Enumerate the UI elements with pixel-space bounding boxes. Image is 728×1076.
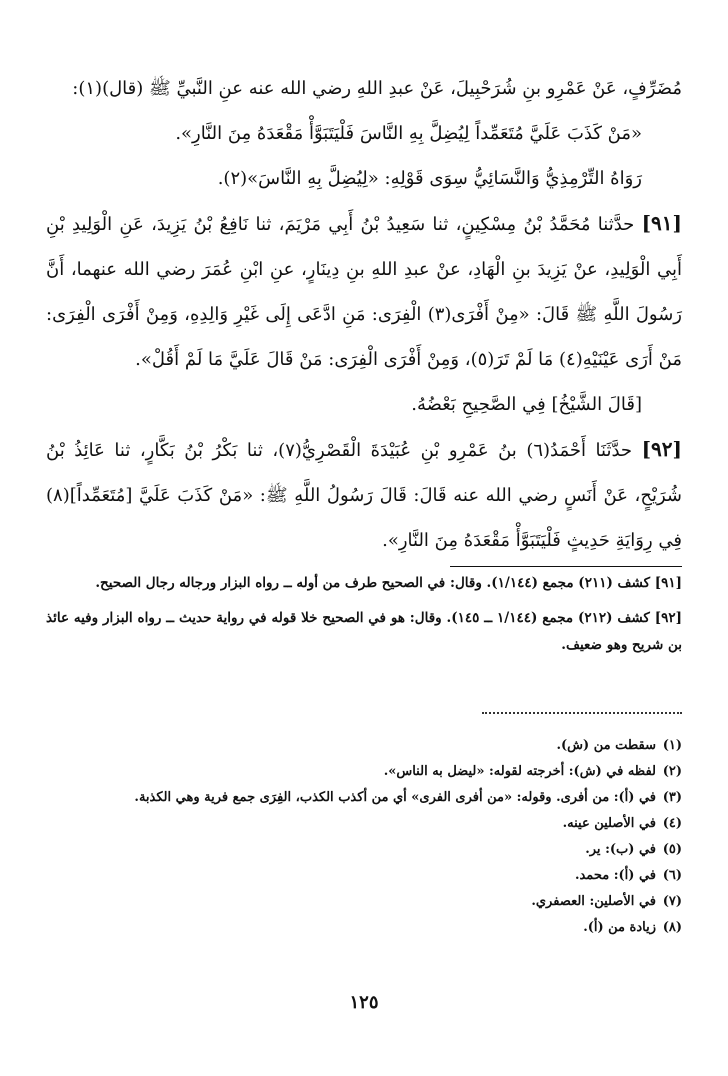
- footnote-text: في الأصلين عينه.: [562, 816, 656, 831]
- book-page: [46, 0, 682, 1076]
- main-text: [46, 66, 682, 563]
- footnote-number: (٢): [662, 764, 682, 779]
- source-ref: [٩٢] كشف (٢١٢) مجمع (١/١٤٤ ــ ١٤٥). وقال: هو في الصحيح خلا قوله في رواية حديث ــ رواه البزار وفيه عائذ بن شريح وهو ضعيف.: [46, 610, 682, 653]
- footnote: [46, 890, 682, 914]
- footnote: [46, 916, 682, 940]
- dotted-divider: [482, 712, 682, 714]
- text-line: مُضَرِّفٍ، عَنْ عَمْرِو بنِ شُرَحْبِيلَ، عَنْ عبدِ اللهِ رضي الله عنه عنِ النَّبيِّ ﷺ (قال)(١):: [72, 78, 682, 99]
- footnote-number: (١): [662, 738, 682, 753]
- text-line: «مَنْ كَذَبَ عَلَيَّ مُتَعَمِّداً لِيُضِلَّ بِهِ النَّاسَ فَلْيَتَبَوَّأْ مَقْعَدَهُ مِنَ النَّارِ».: [175, 123, 642, 144]
- footnote-text: في الأصلين: العصفري.: [531, 894, 656, 909]
- section-divider: [450, 566, 682, 567]
- footnote-text: في (أ): من أفرى. وقوله: «من أفرى الفرى» أي من أكذب الكذب، الفِرَى جمع فرية وهي الكذبة.: [134, 790, 656, 805]
- narration-note: رَوَاهُ التِّرْمِذِيُّ وَالنَّسَائِيُّ سِوَى قَوْلِهِ: «لِيُضِلَّ بِهِ النَّاسَ»(٢).: [217, 168, 642, 189]
- footnote-number: (٥): [662, 842, 682, 857]
- footnote-text: زيادة من (أ).: [583, 920, 656, 935]
- footnote: [46, 864, 682, 888]
- hadith-92: [46, 427, 682, 563]
- footnote: [46, 812, 682, 836]
- source-references: [46, 570, 682, 667]
- footnote: [46, 838, 682, 862]
- page-number: ١٢٥: [349, 992, 379, 1013]
- footnote: [46, 760, 682, 784]
- footnote-text: لفظه في (ش): أخرجته لقوله: «ليضل به الناس».: [383, 764, 656, 779]
- footnote-text: في (ب): ير.: [585, 842, 656, 857]
- hadith-number: [٩٢]: [641, 437, 682, 461]
- footnote-number: (٧): [662, 894, 682, 909]
- hadith-text: حدَّثنا مُحَمَّدُ بْنُ مِسْكِينٍ، ثنا سَعِيدُ بْنُ أَبِي مَرْيَمَ، ثنا نَافِعُ بْنُ يَزِيدَ، عَنِ الْوَلِيدِ بْنِ أَبِي الْوَلِيدِ، عنْ يَزِيدَ بنِ الْهَادِ، عنْ عبدِ اللهِ بنِ دِينَارٍ، عنِ ابْنِ عُمَرَ رضي الله عنهما، أَنَّ رَسُولَ اللَّهِ ﷺ قَالَ: «مِنْ أَفْرَى(٣) الْفِرَى: مَنِ ادَّعَى إِلَى غَيْرِ وَالِدِهِ، وَمِنْ أَفْرَى الْفِرَى: مَنْ أَرَى عَيْنَيْهِ(٤) مَا لَمْ تَرَ(٥)، وَمِنْ أَفْرَى الْفِرَى: مَنْ قَالَ عَلَيَّ مَا لَمْ أَقُلْ».: [46, 214, 682, 370]
- footnote-number: (٣): [662, 790, 682, 805]
- footnotes: [46, 734, 682, 942]
- source-ref: [٩١] كشف (٢١١) مجمع (١/١٤٤). وقال: في الصحيح طرف من أوله ــ رواه البزار ورجاله رجال الصحيح.: [95, 575, 682, 591]
- sheikh-note: [قَالَ الشَّيْخُ] فِي الصَّحِيحِ بَعْضُهُ.: [411, 394, 642, 415]
- footnote: [46, 786, 682, 810]
- footnote-number: (٨): [662, 920, 682, 935]
- hadith-number: [٩١]: [641, 211, 682, 235]
- footnote-number: (٤): [662, 816, 682, 831]
- hadith-91: [46, 201, 682, 382]
- footnote-text: في (أ): محمد.: [574, 868, 656, 883]
- footnote-text: سقطت من (ش).: [556, 738, 656, 753]
- footnote-number: (٦): [662, 868, 682, 883]
- footnote: [46, 734, 682, 758]
- hadith-text: حدَّثَنَا أَحْمَدُ(٦) بنُ عَمْرِو بْنِ عُبَيْدَةَ الْقَصْرِيُّ(٧)، ثنا بَكْرُ بْنُ بَكَّارٍ، ثنا عَائِذُ بْنُ شُرَيْحٍ، عَنْ أَنَسٍ رضي الله عنه قَالَ: قَالَ رَسُولُ اللَّهِ ﷺ: «مَنْ كَذَبَ عَلَيَّ [مُتَعَمِّداً](٨) فِي رِوَايَةِ حَدِيثٍ فَلْيَتَبَوَّأْ مَقْعَدَهُ مِنَ النَّارِ».: [46, 440, 682, 551]
